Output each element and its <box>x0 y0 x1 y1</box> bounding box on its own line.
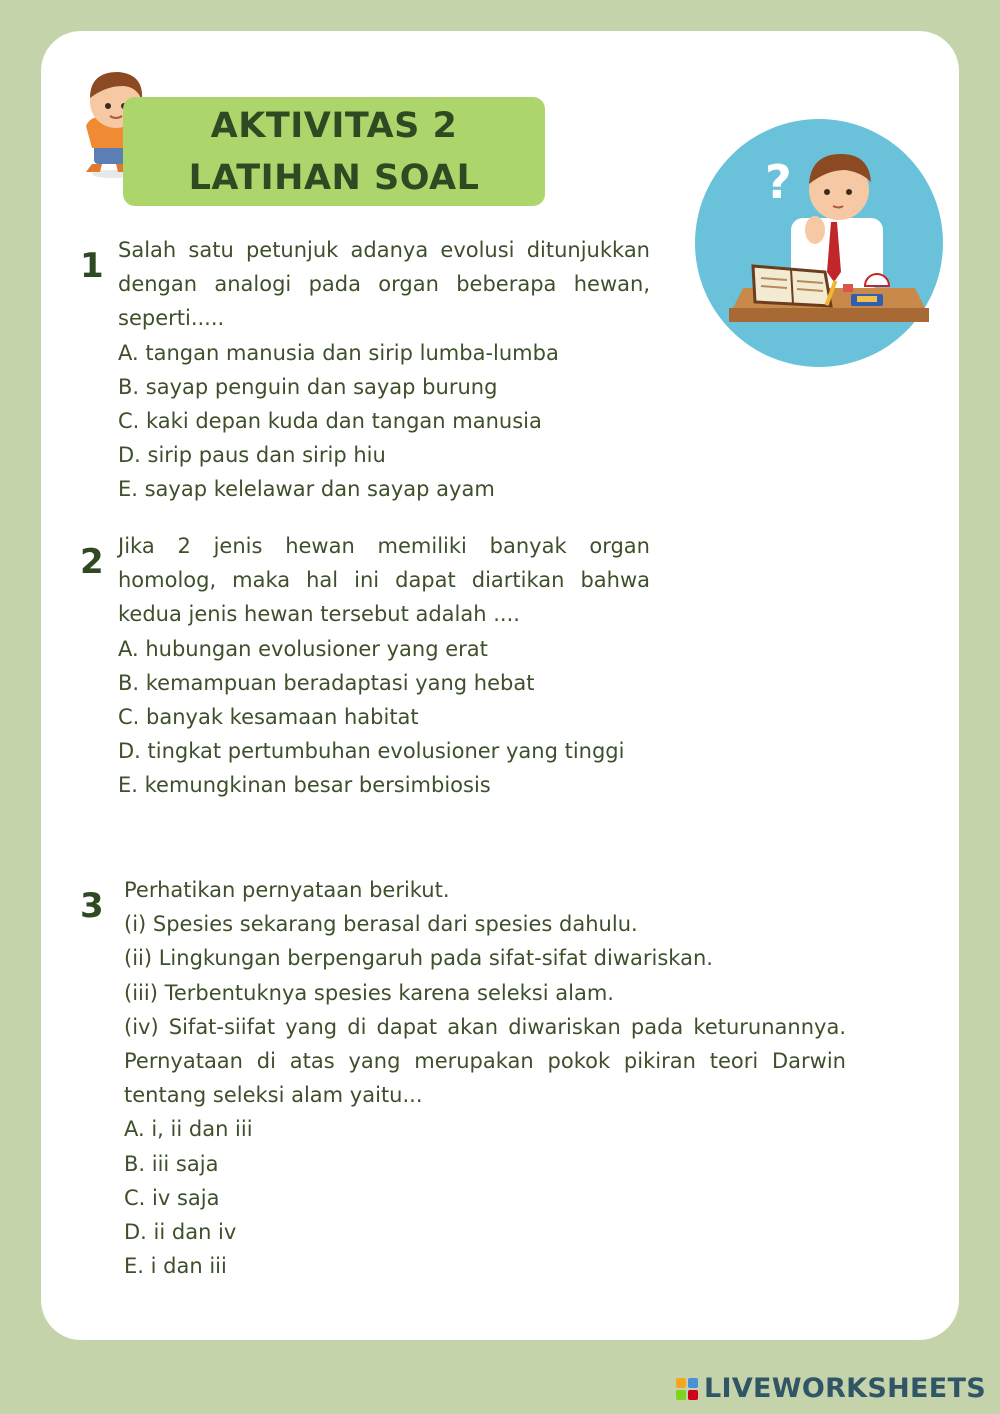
title-banner <box>123 97 545 206</box>
question-2-stem: Jika 2 jenis hewan memiliki banyak organ homolog, maka hal ini dapat diartikan bahwa kedua jenis hewan tersebut adalah .... <box>118 534 650 627</box>
question-2 <box>118 529 650 803</box>
question-2-option-e: E. kemungkinan besar bersimbiosis <box>118 773 491 798</box>
svg-text:?: ? <box>765 155 792 209</box>
question-3-statement-iii: (iii) Terbentuknya spesies karena seleksi alam. <box>124 980 614 1005</box>
question-1-option-b: B. sayap penguin dan sayap burung <box>118 374 498 399</box>
question-2-option-c: C. banyak kesamaan habitat <box>118 705 419 730</box>
question-3 <box>124 873 846 1283</box>
question-1-option-c: C. kaki depan kuda dan tangan manusia <box>118 409 542 434</box>
question-3-option-a: A. i, ii dan iii <box>124 1117 253 1142</box>
question-1-stem: Salah satu petunjuk adanya evolusi ditunjukkan dengan analogi pada organ beberapa hewan, seperti..... <box>118 238 650 331</box>
question-2-option-a: A. hubungan evolusioner yang erat <box>118 636 488 661</box>
question-1-option-d: D. sirip paus dan sirip hiu <box>118 443 386 468</box>
liveworksheets-brand <box>676 1372 986 1406</box>
student-desk-illustration <box>693 118 945 368</box>
title-line-1: AKTIVITAS 2 <box>210 105 458 146</box>
question-3-statement-i: (i) Spesies sekarang berasal dari spesies dahulu. <box>124 912 638 937</box>
question-1-option-e: E. sayap kelelawar dan sayap ayam <box>118 477 495 502</box>
question-1 <box>118 233 650 507</box>
question-1-option-a: A. tangan manusia dan sirip lumba-lumba <box>118 340 559 365</box>
question-3-statement-ii: (ii) Lingkungan berpengaruh pada sifat-sifat diwariskan. <box>124 946 713 971</box>
question-2-option-b: B. kemampuan beradaptasi yang hebat <box>118 670 535 695</box>
liveworksheets-wordmark: LIVEWORKSHEETS <box>703 1373 986 1404</box>
question-number-2: 2 <box>80 542 104 582</box>
question-3-option-d: D. ii dan iv <box>124 1220 237 1245</box>
title-line-2: LATIHAN SOAL <box>188 157 480 198</box>
question-number-3: 3 <box>80 886 104 926</box>
liveworksheets-logo-icon <box>676 1378 698 1400</box>
question-2-option-d: D. tingkat pertumbuhan evolusioner yang tinggi <box>118 739 625 764</box>
question-3-option-c: C. iv saja <box>124 1185 220 1210</box>
question-3-statement-intro: Perhatikan pernyataan berikut. <box>124 878 450 902</box>
question-3-option-e: E. i dan iii <box>124 1254 227 1279</box>
question-3-statement-iv: (iv) Sifat-siifat yang di dapat akan diwariskan pada keturunannya. Pernyataan di atas yang merupakan pokok pikiran teori Darwin tentang seleksi alam yaitu... <box>124 1014 846 1108</box>
question-3-option-b: B. iii saja <box>124 1151 219 1176</box>
question-number-1: 1 <box>80 246 104 286</box>
